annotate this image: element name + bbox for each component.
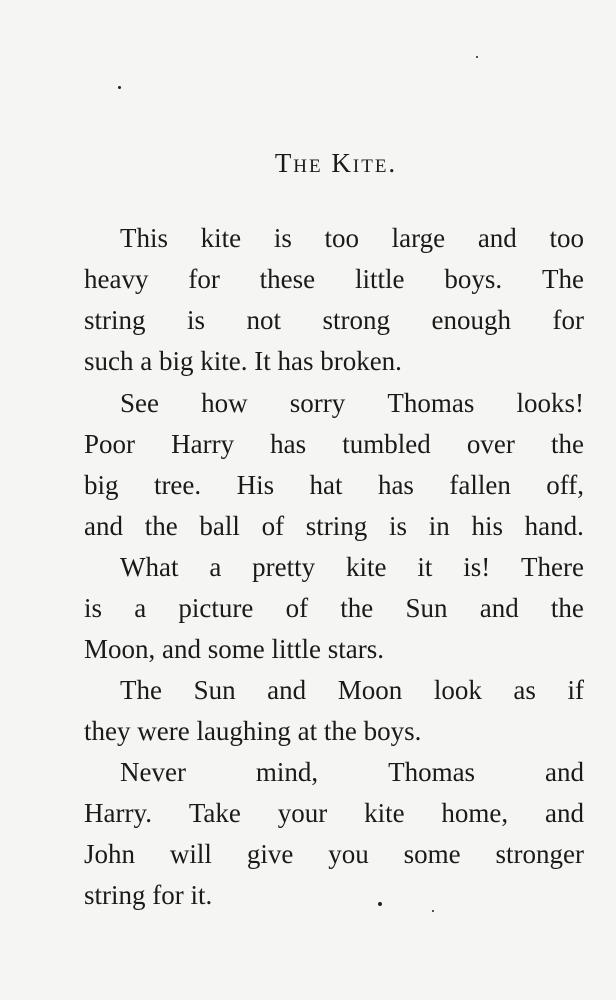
word: Moon — [337, 675, 403, 705]
word: fallen — [449, 470, 511, 500]
print-speck — [476, 56, 478, 58]
text-line — [84, 506, 584, 547]
text-line — [84, 670, 584, 711]
text-line: such a big kite. It has broken. — [84, 346, 402, 376]
word: Thomas — [387, 388, 475, 418]
word: sorry — [289, 388, 346, 418]
paragraph-2 — [84, 383, 584, 547]
word: Thomas — [388, 757, 476, 787]
word: the — [144, 511, 178, 541]
word: for — [188, 264, 220, 294]
word: hand. — [524, 511, 584, 541]
text-line: Moon, and some little stars. — [84, 634, 384, 664]
text-line: they were laughing at the boys. — [84, 716, 422, 746]
word: Sun — [405, 593, 448, 623]
word: is — [84, 593, 103, 623]
text-line — [84, 834, 584, 875]
word: if — [567, 675, 584, 705]
word: as — [513, 675, 536, 705]
text-line — [84, 547, 584, 588]
word: John — [84, 839, 136, 869]
text-line — [84, 259, 584, 300]
word: tumbled — [342, 429, 431, 459]
word: strong — [322, 305, 390, 335]
text-line — [84, 300, 584, 341]
paragraph-4 — [84, 670, 584, 752]
paragraph-3 — [84, 547, 584, 670]
word: The — [542, 264, 584, 294]
word: in — [428, 511, 450, 541]
text-line — [84, 588, 584, 629]
word: boys. — [444, 264, 503, 294]
word: Sun — [193, 675, 236, 705]
word: and — [477, 223, 517, 253]
word: heavy — [84, 264, 149, 294]
word: not — [246, 305, 282, 335]
word: kite — [364, 798, 405, 828]
word: how — [201, 388, 248, 418]
word: What — [120, 552, 179, 582]
text-line — [84, 752, 584, 793]
word: too — [549, 223, 584, 253]
word: and — [479, 593, 519, 623]
word: and — [545, 798, 584, 828]
word: of — [285, 593, 309, 623]
word: too — [324, 223, 360, 253]
word: See — [120, 388, 159, 418]
word: string — [305, 511, 368, 541]
word: Take — [188, 798, 241, 828]
word: enough — [431, 305, 511, 335]
word: string — [84, 305, 146, 335]
paragraph-5 — [84, 752, 584, 916]
print-speck — [378, 902, 382, 906]
word: mind, — [255, 757, 319, 787]
word: is — [187, 305, 206, 335]
text-line — [84, 424, 584, 465]
word: little — [355, 264, 405, 294]
word: ball — [199, 511, 240, 541]
word: has — [270, 429, 307, 459]
word: kite — [200, 223, 242, 253]
text-line — [84, 218, 584, 259]
word: is — [273, 223, 292, 253]
word: looks! — [516, 388, 584, 418]
word: a — [134, 593, 147, 623]
word: and — [545, 757, 584, 787]
word: his — [471, 511, 503, 541]
word: your — [277, 798, 328, 828]
word: home, — [441, 798, 509, 828]
word: hat — [309, 470, 343, 500]
paragraph-1 — [84, 218, 584, 382]
word: Never — [120, 757, 186, 787]
word: these — [259, 264, 316, 294]
text-line — [84, 465, 584, 506]
word: tree. — [153, 470, 202, 500]
word: picture — [178, 593, 254, 623]
word: Harry. — [84, 798, 152, 828]
word: stronger — [495, 839, 584, 869]
chapter-title: The Kite. — [274, 148, 398, 178]
word: His — [236, 470, 275, 500]
word: over — [466, 429, 515, 459]
word: kite — [345, 552, 387, 582]
word: for — [552, 305, 584, 335]
word: Poor — [84, 429, 136, 459]
text-line — [84, 383, 584, 424]
print-speck — [118, 86, 121, 89]
word: is! — [463, 552, 491, 582]
word: it — [417, 552, 433, 582]
word: and — [267, 675, 307, 705]
word: the — [340, 593, 374, 623]
word: There — [521, 552, 584, 582]
word: give — [246, 839, 294, 869]
word: Harry — [171, 429, 235, 459]
word: This — [120, 223, 169, 253]
word: has — [377, 470, 414, 500]
word: large — [391, 223, 446, 253]
word: look — [433, 675, 482, 705]
word: of — [261, 511, 285, 541]
word: you — [328, 839, 369, 869]
word: The — [120, 675, 162, 705]
word: off, — [546, 470, 584, 500]
word: a — [209, 552, 222, 582]
print-speck — [432, 910, 434, 912]
word: big — [84, 470, 119, 500]
word: and — [84, 511, 123, 541]
word: will — [169, 839, 212, 869]
word: the — [550, 593, 584, 623]
word: the — [550, 429, 584, 459]
word: pretty — [252, 552, 316, 582]
text-line — [84, 793, 584, 834]
text-line: string for it. — [84, 880, 213, 910]
word: some — [403, 839, 461, 869]
word: is — [389, 511, 408, 541]
